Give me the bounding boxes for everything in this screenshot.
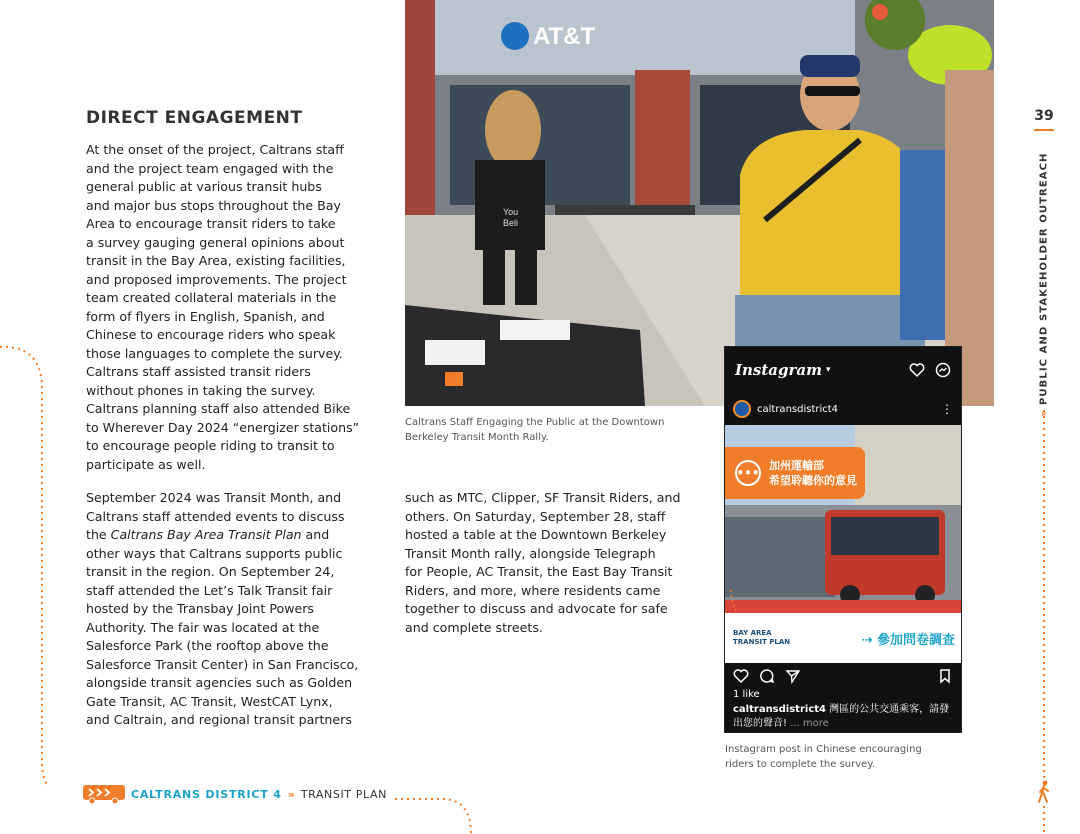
- dotted-guide-footer: [395, 795, 475, 834]
- page-footer: [82, 783, 387, 805]
- paragraph-berkeley: such as MTC, Clipper, SF Transit Riders, and others. On Saturday, September 28, staff hosted a table at the Downtown Berkeley Transit Month rally, alongside Telegraph for People, AC Transit, the East Bay Transit Riders, and more, where residents came together to discuss and advocate for safe and complete streets.: [405, 490, 681, 635]
- chat-bubble-icon: •••: [735, 460, 761, 486]
- bubble-text: 加州運輸部 希望聆聽你的意見: [769, 459, 857, 487]
- instagram-account-row[interactable]: [725, 393, 961, 425]
- like-count: 1 like: [733, 689, 760, 700]
- footer-plan: TRANSIT PLAN: [300, 787, 387, 801]
- body-column-2: [405, 489, 695, 637]
- dotted-guide-right-bottom: [1043, 806, 1045, 834]
- avatar[interactable]: [733, 400, 751, 418]
- survey-speech-bubble: [725, 447, 865, 499]
- instagram-post-image: [725, 425, 962, 663]
- page-number: 39: [1034, 108, 1054, 124]
- dotted-guide-left: [0, 345, 48, 800]
- instagram-post: [724, 346, 962, 733]
- more-options-icon[interactable]: ⋮: [941, 402, 953, 416]
- dotted-guide-right: [1043, 410, 1045, 780]
- like-heart-icon[interactable]: [733, 668, 749, 684]
- messenger-icon[interactable]: [935, 362, 951, 378]
- transit-plan-logo: BAY AREA TRANSIT PLAN: [733, 629, 791, 646]
- paragraph-onset: At the onset of the project, Caltrans staff and the project team engaged with the general public at various transit hubs and major bus stops throughout the Bay Area to encourage transit riders to take a survey gauging general opinions about transit in the Bay Area, existing facilities, and proposed improvements. The project team created collateral materials in the form of flyers in English, Spanish, and Chinese to encourage riders who speak those languages to complete the survey. Caltrans staff assisted transit riders without phones in taking the survey. Caltrans planning staff also attended Bike to Wherever Day 2024 “energizer stations” to encourage people riding to transit to participate as well.: [86, 142, 360, 472]
- att-store-sign: AT&T: [533, 23, 596, 50]
- paragraph-transit-month: September 2024 was Transit Month, and Caltrans staff attended events to discuss the Caltrans Bay Area Transit Plan and other ways that Caltrans supports public transit in the region. On September 24, staff attended the Let’s Talk Transit fair hosted by the Transbay Joint Powers Authority. The fair was located at the Salesforce Park (the rooftop above the Salesforce Transit Center) in San Francisco, alongside transit agencies such as Golden Gate Transit, AC Transit, WestCAT Lynx, and Caltrain, and regional transit partners: [86, 490, 359, 727]
- more-link[interactable]: ... more: [790, 718, 829, 729]
- survey-cta-strip: [725, 613, 962, 663]
- comment-icon[interactable]: [759, 668, 775, 684]
- bookmark-icon[interactable]: [937, 668, 953, 684]
- body-column-1-top: [86, 141, 376, 474]
- post-caption: caltransdistrict4 灣區的公共交通乘客，請發出您的聲音! ... more: [733, 704, 950, 729]
- account-name[interactable]: caltransdistrict4: [757, 403, 839, 415]
- bus-icon: [82, 783, 126, 805]
- instagram-action-bar: [725, 663, 961, 689]
- survey-cta-text: ⇢ 參加問卷調查: [861, 632, 955, 648]
- footer-separator: »: [287, 787, 295, 801]
- instagram-logo: Instagram: [735, 361, 822, 379]
- pedestrian-icon: [1036, 780, 1052, 804]
- plan-title-italic: Caltrans Bay Area Transit Plan: [110, 527, 302, 542]
- share-send-icon[interactable]: [785, 668, 801, 684]
- photo-caption: Caltrans Staff Engaging the Public at the Downtown Berkeley Transit Month Rally.: [405, 417, 665, 443]
- chevron-down-icon[interactable]: ▾: [826, 365, 831, 375]
- instagram-header: [725, 347, 961, 393]
- page-number-underline: [1034, 129, 1054, 131]
- shirt-text: You Beli: [503, 207, 519, 228]
- section-running-head: » PUBLIC AND STAKEHOLDER OUTREACH: [1038, 152, 1050, 417]
- section-title: DIRECT ENGAGEMENT: [86, 108, 303, 128]
- instagram-caption: Instagram post in Chinese encouraging riders to complete the survey.: [725, 744, 922, 770]
- body-column-1-bottom: [86, 489, 376, 730]
- footer-brand: CALTRANS DISTRICT 4: [131, 787, 282, 801]
- heart-icon[interactable]: [909, 362, 925, 378]
